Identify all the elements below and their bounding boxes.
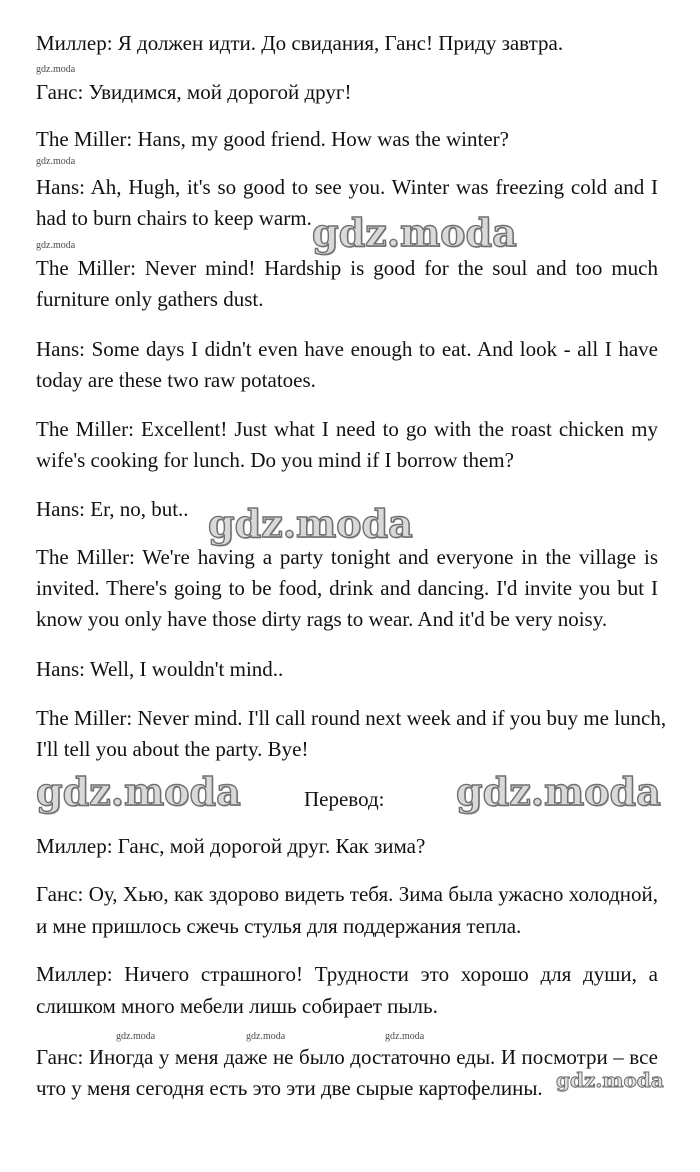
en-line-4b: today are these two raw potatoes. <box>36 368 316 392</box>
watermark-small: gdz.moda <box>116 1031 156 1042</box>
watermark-large: gdz.moda <box>312 210 517 255</box>
watermark-small: gdz.moda <box>385 1031 425 1042</box>
watermark-large: gdz.moda <box>556 1068 664 1092</box>
en-line-4a: Hans: Some days I didn't even have enough to eat. And look - all I have <box>36 337 658 361</box>
en-line-5b: wife's cooking for lunch. Do you mind if I borrow them? <box>36 448 514 472</box>
ru-line-3b: слишком много мебели лишь собирает пыль. <box>36 994 438 1018</box>
ru-line-3a: Миллер: Ничего страшного! Трудности это хорошо для души, а <box>36 962 658 986</box>
watermark-large: gdz.moda <box>36 769 241 814</box>
ru-line-4a: Ганс: Иногда у меня даже не было достаточно еды. И посмотри – все <box>36 1045 658 1069</box>
watermark-small: gdz.moda <box>36 240 76 251</box>
en-line-2b: had to burn chairs to keep warm. <box>36 206 312 230</box>
watermark-large: gdz.moda <box>456 769 661 814</box>
en-line-9a: The Miller: Never mind. I'll call round next week and if you buy me lunch, <box>36 706 667 730</box>
en-line-6: Hans: Er, no, but.. <box>36 497 189 521</box>
watermark-small: gdz.moda <box>36 64 76 75</box>
ru-top-line-2: Ганс: Увидимся, мой дорогой друг! <box>36 80 352 104</box>
en-line-9b: I'll tell you about the party. Bye! <box>36 737 309 761</box>
en-line-7b: invited. There's going to be food, drink and dancing. I'd invite you but I <box>36 576 658 600</box>
ru-line-2b: и мне пришлось сжечь стулья для поддержания тепла. <box>36 914 522 938</box>
ru-line-1: Миллер: Ганс, мой дорогой друг. Как зима? <box>36 834 426 858</box>
ru-line-4b: что у меня сегодня есть это эти две сырые картофелины. <box>36 1076 543 1100</box>
en-line-2a: Hans: Ah, Hugh, it's so good to see you. Winter was freezing cold and I <box>36 175 658 199</box>
ru-top-line-1: Миллер: Я должен идти. До свидания, Ганс! Приду завтра. <box>36 31 564 55</box>
en-line-7a: The Miller: We're having a party tonight and everyone in the village is <box>36 545 658 569</box>
watermark-small: gdz.moda <box>36 156 76 167</box>
en-line-3a: The Miller: Never mind! Hardship is good for the soul and too much <box>36 256 658 280</box>
en-line-3b: furniture only gathers dust. <box>36 287 264 311</box>
translation-heading: Перевод: <box>304 787 385 811</box>
en-line-7c: know you only have those dirty rags to wear. And it'd be very noisy. <box>36 607 608 631</box>
ru-line-2a: Ганс: Оу, Хью, как здорово видеть тебя. Зима была ужасно холодной, <box>36 882 658 906</box>
en-line-5a: The Miller: Excellent! Just what I need to go with the roast chicken my <box>36 417 658 441</box>
en-line-1: The Miller: Hans, my good friend. How was the winter? <box>36 127 509 151</box>
en-line-8: Hans: Well, I wouldn't mind.. <box>36 657 284 681</box>
watermark-small: gdz.moda <box>246 1031 286 1042</box>
watermark-large: gdz.moda <box>208 501 413 546</box>
